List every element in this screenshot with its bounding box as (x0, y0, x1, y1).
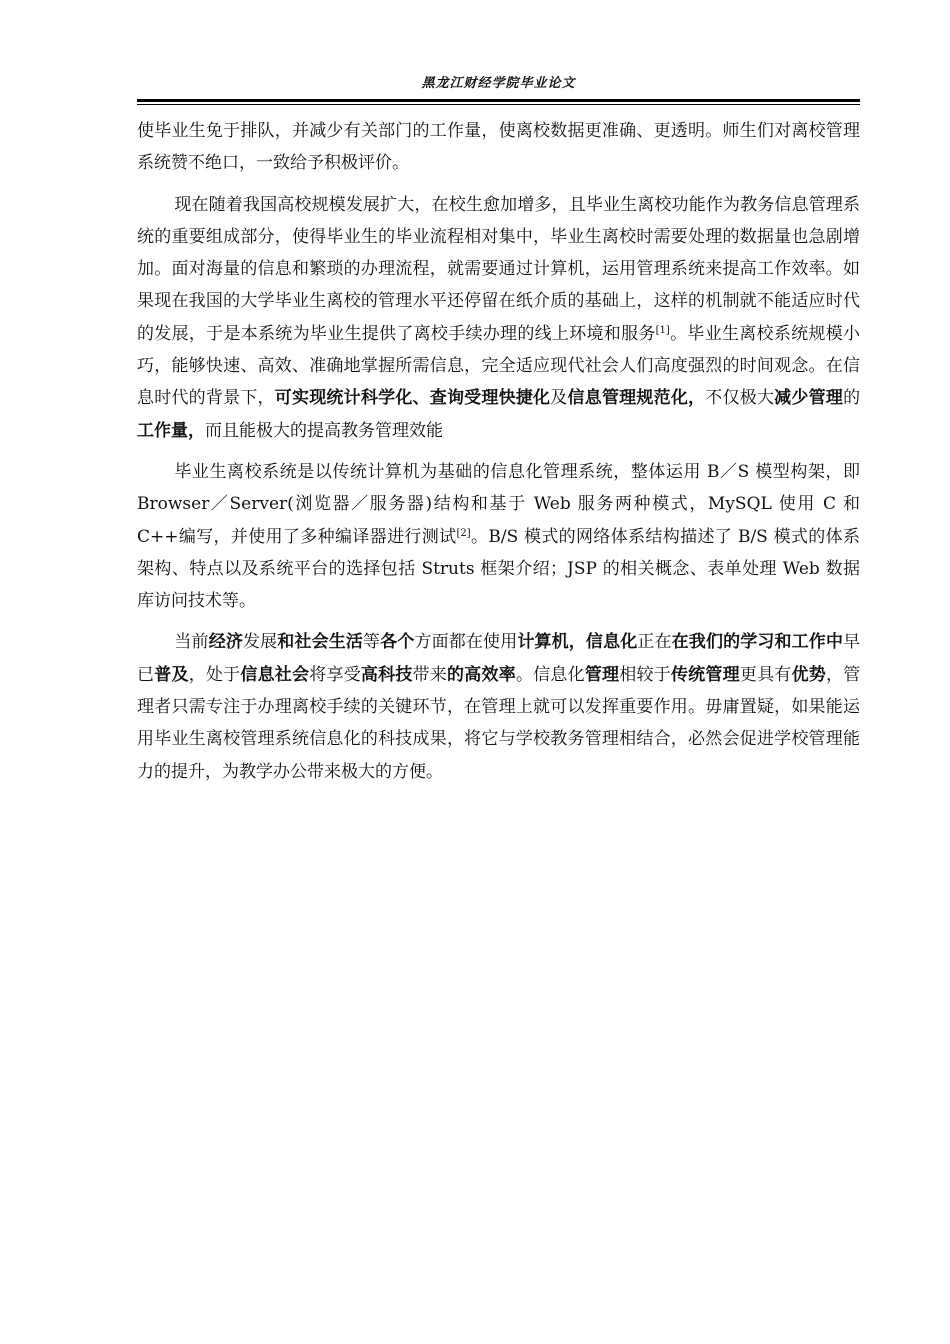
paragraph-2-text-h: 的 (843, 388, 861, 409)
paragraph-4-emphasis-24: 优势 (791, 664, 826, 685)
paragraph-4-emphasis-6: 各个 (380, 632, 415, 653)
paragraph-2-emphasis-i: 工作量， (137, 420, 205, 441)
paragraph-2 (137, 189, 860, 447)
paragraph-4-emphasis-22: 传统管理 (670, 664, 740, 685)
paragraph-3-text-b: 。B/S 模式的网络体系结构描述了 B/S 模式的体系架构、特点以及系统平台的选择包括 Struts 框架介绍；JSP 的相关概念、表单处理 Web 数据库访问技术等。 (137, 526, 860, 612)
paragraph-4-emphasis-2: 经济 (208, 632, 243, 653)
paragraph-4-text-7: 方面都在使用 (414, 632, 518, 653)
running-header: 黑龙江财经学院毕业论文 (421, 76, 576, 91)
body-text (137, 115, 860, 797)
paragraph-1-text: 使毕业生免于排队，并减少有关部门的工作量，使离校数据更准确、更透明。师生们对离校管理系统赞不绝口，一致给予积极评价。 (137, 121, 860, 174)
paragraph-4-text-21: 相较于 (619, 664, 671, 685)
paragraph-2-emphasis-g: 减少管理 (774, 388, 844, 409)
paragraph-4-text-5: 等 (363, 632, 381, 653)
paragraph-4-emphasis-12: 普及 (154, 664, 189, 685)
paragraph-4-emphasis-20: 管理 (584, 664, 620, 685)
paragraph-4-text-9: 正在 (637, 632, 672, 653)
paragraph-2-emphasis-c: 可实现统计科学化、查询受理快捷化 (274, 388, 551, 409)
citation-ref-2: [2] (456, 527, 471, 539)
paragraph-4-emphasis-4: 和社会生活 (277, 632, 364, 653)
paragraph-4-text-3: 发展 (242, 632, 278, 653)
paragraph-4-text-13: ，处于 (188, 664, 241, 685)
paragraph-3-text-a: 毕业生离校系统是以传统计算机为基础的信息化管理系统，整体运用 B／S 模型构架，即 Browser／Server(浏览器／服务器)结构和基于 Web 服务两种模式，MySQL 使用 C 和 C++编写，并使用了多种编译器进行测试 (137, 461, 860, 547)
header-rule-thin (137, 104, 860, 105)
paragraph-2-text-j: 而且能极大的提高教务管理效能 (205, 420, 443, 441)
paragraph-4-emphasis-16: 高科技 (360, 664, 413, 685)
paragraph-4-emphasis-18: 的高效率 (447, 664, 516, 685)
citation-ref-1: [1] (655, 324, 670, 336)
paragraph-4-text-23: 更具有 (739, 664, 792, 685)
paragraph-2-text-d: 及 (550, 388, 568, 409)
paragraph-4-text-15: 将享受 (309, 664, 361, 685)
paragraph-4-text-19: 。信息化 (515, 664, 585, 685)
paragraph-4-emphasis-8: 计算机，信息化 (517, 632, 638, 653)
paragraph-2-emphasis-e: 信息管理规范化， (567, 388, 706, 409)
paragraph-2-text-f: 不仅极大 (705, 388, 775, 409)
paragraph-4-emphasis-14: 信息社会 (240, 664, 310, 685)
paragraph-3 (137, 456, 860, 617)
paragraph-4 (137, 626, 860, 787)
header-rule-thick (137, 99, 860, 102)
paragraph-1 (137, 115, 860, 180)
paragraph-4-text-17: 带来 (412, 664, 448, 685)
paragraph-2-text-a: 现在随着我国高校规模发展扩大，在校生愈加增多，且毕业生离校功能作为教务信息管理系统的重要组成部分，使得毕业生的毕业流程相对集中，毕业生离校时需要处理的数据量也急剧增加。面对海量的信息和繁琐的办理流程，就需要通过计算机，运用管理系统来提高工作效率。如果现在我国的大学毕业生离校的管理水平还停留在纸介质的基础上，这样的机制就不能适应时代的发展，于是本系统为毕业生提供了离校手续办理的线上环境和服务 (137, 194, 860, 344)
paragraph-4-text-11: 早已 (137, 632, 861, 685)
paragraph-4-text-25: ，管理者只需专注于办理离校手续的关键环节，在管理上就可以发挥重要作用。毋庸置疑，如果能运用毕业生离校管理系统信息化的科技成果，将它与学校教务管理相结合，必然会促进学校管理能力的提升，为教学办公带来极大的方便。 (137, 664, 861, 782)
paragraph-4-emphasis-10: 在我们的学习和工作中 (671, 632, 844, 653)
paragraph-4-text-1: 当前 (174, 632, 209, 653)
paragraph-2-text-b: 。毕业生离校系统规模小巧，能够快速、高效、准确地掌握所需信息，完全适应现代社会人们高度强烈的时间观念。在信息时代的背景下， (137, 323, 861, 409)
